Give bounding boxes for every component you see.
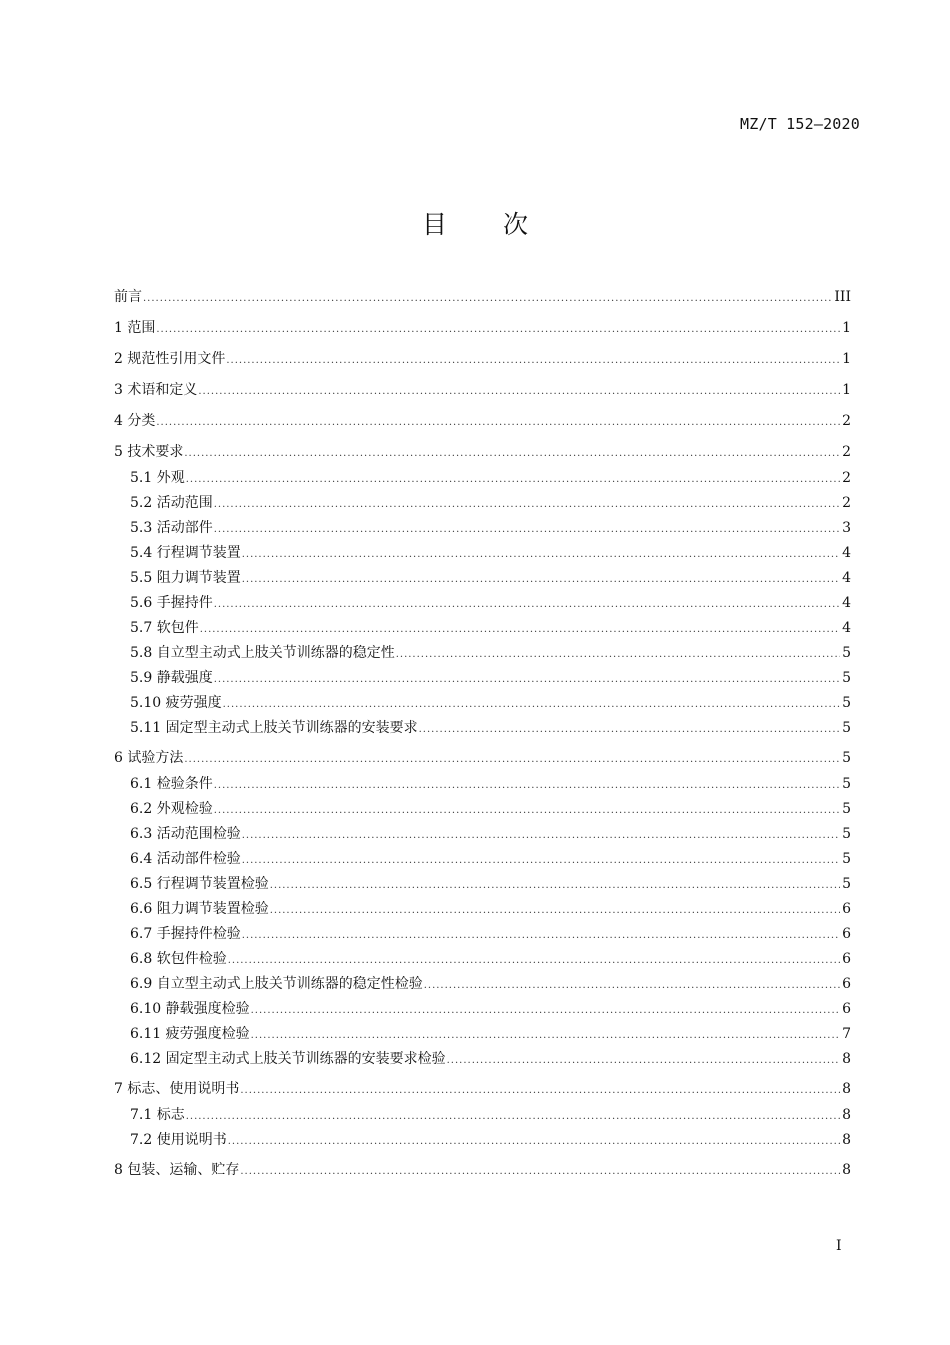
toc-dot-leader (242, 926, 840, 946)
toc-entry[interactable] (114, 799, 851, 824)
toc-dot-leader (214, 520, 840, 540)
toc-dot-leader (214, 670, 840, 690)
toc-entry[interactable] (114, 437, 851, 468)
toc-entry-label: 6.7 手握持件检验 (130, 926, 241, 942)
standard-code: MZ/T 152—2020 (740, 115, 860, 133)
toc-entry-label: 7 标志、使用说明书 (114, 1081, 240, 1097)
toc-entry-label: 5.7 软包件 (130, 620, 199, 636)
toc-entry-label: 8 包装、运输、贮存 (114, 1162, 240, 1178)
toc-entry-label: 6.10 静载强度检验 (130, 1001, 250, 1017)
toc-entry-page: 3 (842, 520, 851, 536)
toc-dot-leader (424, 976, 840, 996)
toc-entry[interactable] (114, 1049, 851, 1074)
toc-entry-page: 5 (842, 720, 851, 736)
toc-entry[interactable] (114, 718, 851, 743)
toc-entry-label: 7.2 使用说明书 (130, 1132, 227, 1148)
toc-entry-label: 6.9 自立型主动式上肢关节训练器的稳定性检验 (130, 976, 423, 992)
toc-dot-leader (184, 744, 840, 775)
toc-entry-label: 5.6 手握持件 (130, 595, 213, 611)
toc-entry-page: 7 (842, 1026, 851, 1042)
toc-dot-leader (251, 1001, 840, 1021)
toc-entry-page: 1 (842, 351, 851, 367)
toc-entry-page: 6 (842, 1001, 851, 1017)
toc-dot-leader (223, 695, 840, 715)
toc-entry-page: 8 (842, 1081, 851, 1097)
toc-entry-label: 6.11 疲劳强度检验 (130, 1026, 250, 1042)
toc-entry-page: 5 (842, 695, 851, 711)
toc-entry-label: 5.5 阻力调节装置 (130, 570, 241, 586)
toc-entry[interactable] (114, 313, 851, 344)
toc-entry[interactable] (114, 999, 851, 1024)
toc-dot-leader (200, 620, 840, 640)
toc-entry[interactable] (114, 1074, 851, 1105)
toc-entry-label: 6.6 阻力调节装置检验 (130, 901, 269, 917)
toc-entry-page: 8 (842, 1132, 851, 1148)
toc-entry-label: 2 规范性引用文件 (114, 351, 226, 367)
toc-dot-leader (156, 314, 840, 345)
toc-dot-leader (228, 951, 840, 971)
toc-entry-label: 5.3 活动部件 (130, 520, 213, 536)
toc-entry-label: 6 试验方法 (114, 750, 184, 766)
toc-entry-page: 2 (842, 413, 851, 429)
toc-entry[interactable] (114, 1024, 851, 1049)
toc-entry[interactable] (114, 344, 851, 375)
toc-entry-page: 1 (842, 320, 851, 336)
toc-dot-leader (447, 1051, 840, 1071)
toc-entry-label: 5.4 行程调节装置 (130, 545, 241, 561)
toc-entry[interactable] (114, 282, 851, 313)
toc-entry-label: 6.2 外观检验 (130, 801, 213, 817)
toc-dot-leader (242, 826, 840, 846)
toc-dot-leader (214, 801, 840, 821)
toc-dot-leader (214, 776, 840, 796)
toc-entry[interactable] (114, 774, 851, 799)
toc-dot-leader (214, 495, 840, 515)
toc-dot-leader (242, 545, 840, 565)
toc-entry-label: 5.11 固定型主动式上肢关节训练器的安装要求 (130, 720, 418, 736)
toc-entry-label: 6.5 行程调节装置检验 (130, 876, 269, 892)
toc-entry-page: 5 (842, 776, 851, 792)
toc-entry[interactable] (114, 924, 851, 949)
toc-entry-label: 1 范围 (114, 320, 156, 336)
toc-entry-label: 5.2 活动范围 (130, 495, 213, 511)
toc-entry-page: 2 (842, 495, 851, 511)
toc-dot-leader (240, 1156, 840, 1187)
toc-entry-label: 3 术语和定义 (114, 382, 198, 398)
page-title: 目 次 (422, 210, 552, 239)
page-number: I (836, 1238, 842, 1254)
toc-entry-page: 4 (842, 545, 851, 561)
toc-entry[interactable] (114, 1155, 851, 1186)
toc-dot-leader (214, 595, 840, 615)
toc-entry-page: III (834, 289, 851, 305)
toc-entry-label: 5.8 自立型主动式上肢关节训练器的稳定性 (130, 645, 395, 661)
toc-dot-leader (270, 876, 840, 896)
toc-entry-page: 5 (842, 826, 851, 842)
table-of-contents (114, 282, 851, 1186)
toc-entry[interactable] (114, 1130, 851, 1155)
toc-dot-leader (251, 1026, 840, 1046)
toc-dot-leader (240, 1075, 840, 1106)
toc-dot-leader (270, 901, 840, 921)
toc-dot-leader (242, 570, 840, 590)
toc-entry[interactable] (114, 743, 851, 774)
toc-entry-page: 2 (842, 444, 851, 460)
toc-dot-leader (143, 283, 832, 314)
toc-entry[interactable] (114, 543, 851, 568)
toc-entry-page: 2 (842, 470, 851, 486)
toc-entry-page: 5 (842, 876, 851, 892)
toc-entry[interactable] (114, 568, 851, 593)
toc-entry-label: 6.4 活动部件检验 (130, 851, 241, 867)
toc-dot-leader (226, 345, 840, 376)
toc-entry-page: 8 (842, 1162, 851, 1178)
toc-entry-page: 4 (842, 595, 851, 611)
toc-entry-page: 6 (842, 901, 851, 917)
toc-entry[interactable] (114, 974, 851, 999)
toc-entry-label: 5.10 疲劳强度 (130, 695, 222, 711)
toc-entry-page: 1 (842, 382, 851, 398)
toc-entry[interactable] (114, 375, 851, 406)
toc-dot-leader (184, 438, 840, 469)
toc-entry[interactable] (114, 593, 851, 618)
toc-dot-leader (186, 470, 840, 490)
toc-dot-leader (156, 407, 840, 438)
toc-entry[interactable] (114, 949, 851, 974)
toc-entry-page: 6 (842, 951, 851, 967)
toc-entry[interactable] (114, 668, 851, 693)
toc-entry-page: 5 (842, 801, 851, 817)
toc-entry-label: 5.1 外观 (130, 470, 185, 486)
toc-dot-leader (186, 1107, 840, 1127)
toc-entry-page: 8 (842, 1107, 851, 1123)
toc-entry-label: 6.1 检验条件 (130, 776, 213, 792)
toc-entry-label: 7.1 标志 (130, 1107, 185, 1123)
toc-entry-page: 6 (842, 926, 851, 942)
toc-entry-label: 5 技术要求 (114, 444, 184, 460)
toc-entry-page: 8 (842, 1051, 851, 1067)
toc-entry-page: 6 (842, 976, 851, 992)
toc-entry[interactable] (114, 899, 851, 924)
toc-entry[interactable] (114, 1105, 851, 1130)
toc-entry[interactable] (114, 643, 851, 668)
toc-entry[interactable] (114, 518, 851, 543)
toc-entry[interactable] (114, 874, 851, 899)
toc-entry[interactable] (114, 693, 851, 718)
toc-entry-page: 4 (842, 620, 851, 636)
toc-entry-page: 5 (842, 851, 851, 867)
toc-entry-label: 4 分类 (114, 413, 156, 429)
toc-entry[interactable] (114, 618, 851, 643)
toc-entry-page: 4 (842, 570, 851, 586)
toc-entry[interactable] (114, 468, 851, 493)
toc-entry-label: 5.9 静载强度 (130, 670, 213, 686)
toc-entry-label: 前言 (114, 289, 142, 305)
toc-dot-leader (198, 376, 840, 407)
toc-entry-page: 5 (842, 670, 851, 686)
toc-entry[interactable] (114, 406, 851, 437)
toc-entry-page: 5 (842, 750, 851, 766)
toc-entry-page: 5 (842, 645, 851, 661)
toc-entry[interactable] (114, 493, 851, 518)
toc-dot-leader (242, 851, 840, 871)
toc-entry[interactable] (114, 824, 851, 849)
toc-dot-leader (396, 645, 840, 665)
toc-entry[interactable] (114, 849, 851, 874)
toc-dot-leader (228, 1132, 840, 1152)
toc-entry-label: 6.8 软包件检验 (130, 951, 227, 967)
toc-dot-leader (419, 720, 840, 740)
toc-entry-label: 6.3 活动范围检验 (130, 826, 241, 842)
toc-entry-label: 6.12 固定型主动式上肢关节训练器的安装要求检验 (130, 1051, 446, 1067)
